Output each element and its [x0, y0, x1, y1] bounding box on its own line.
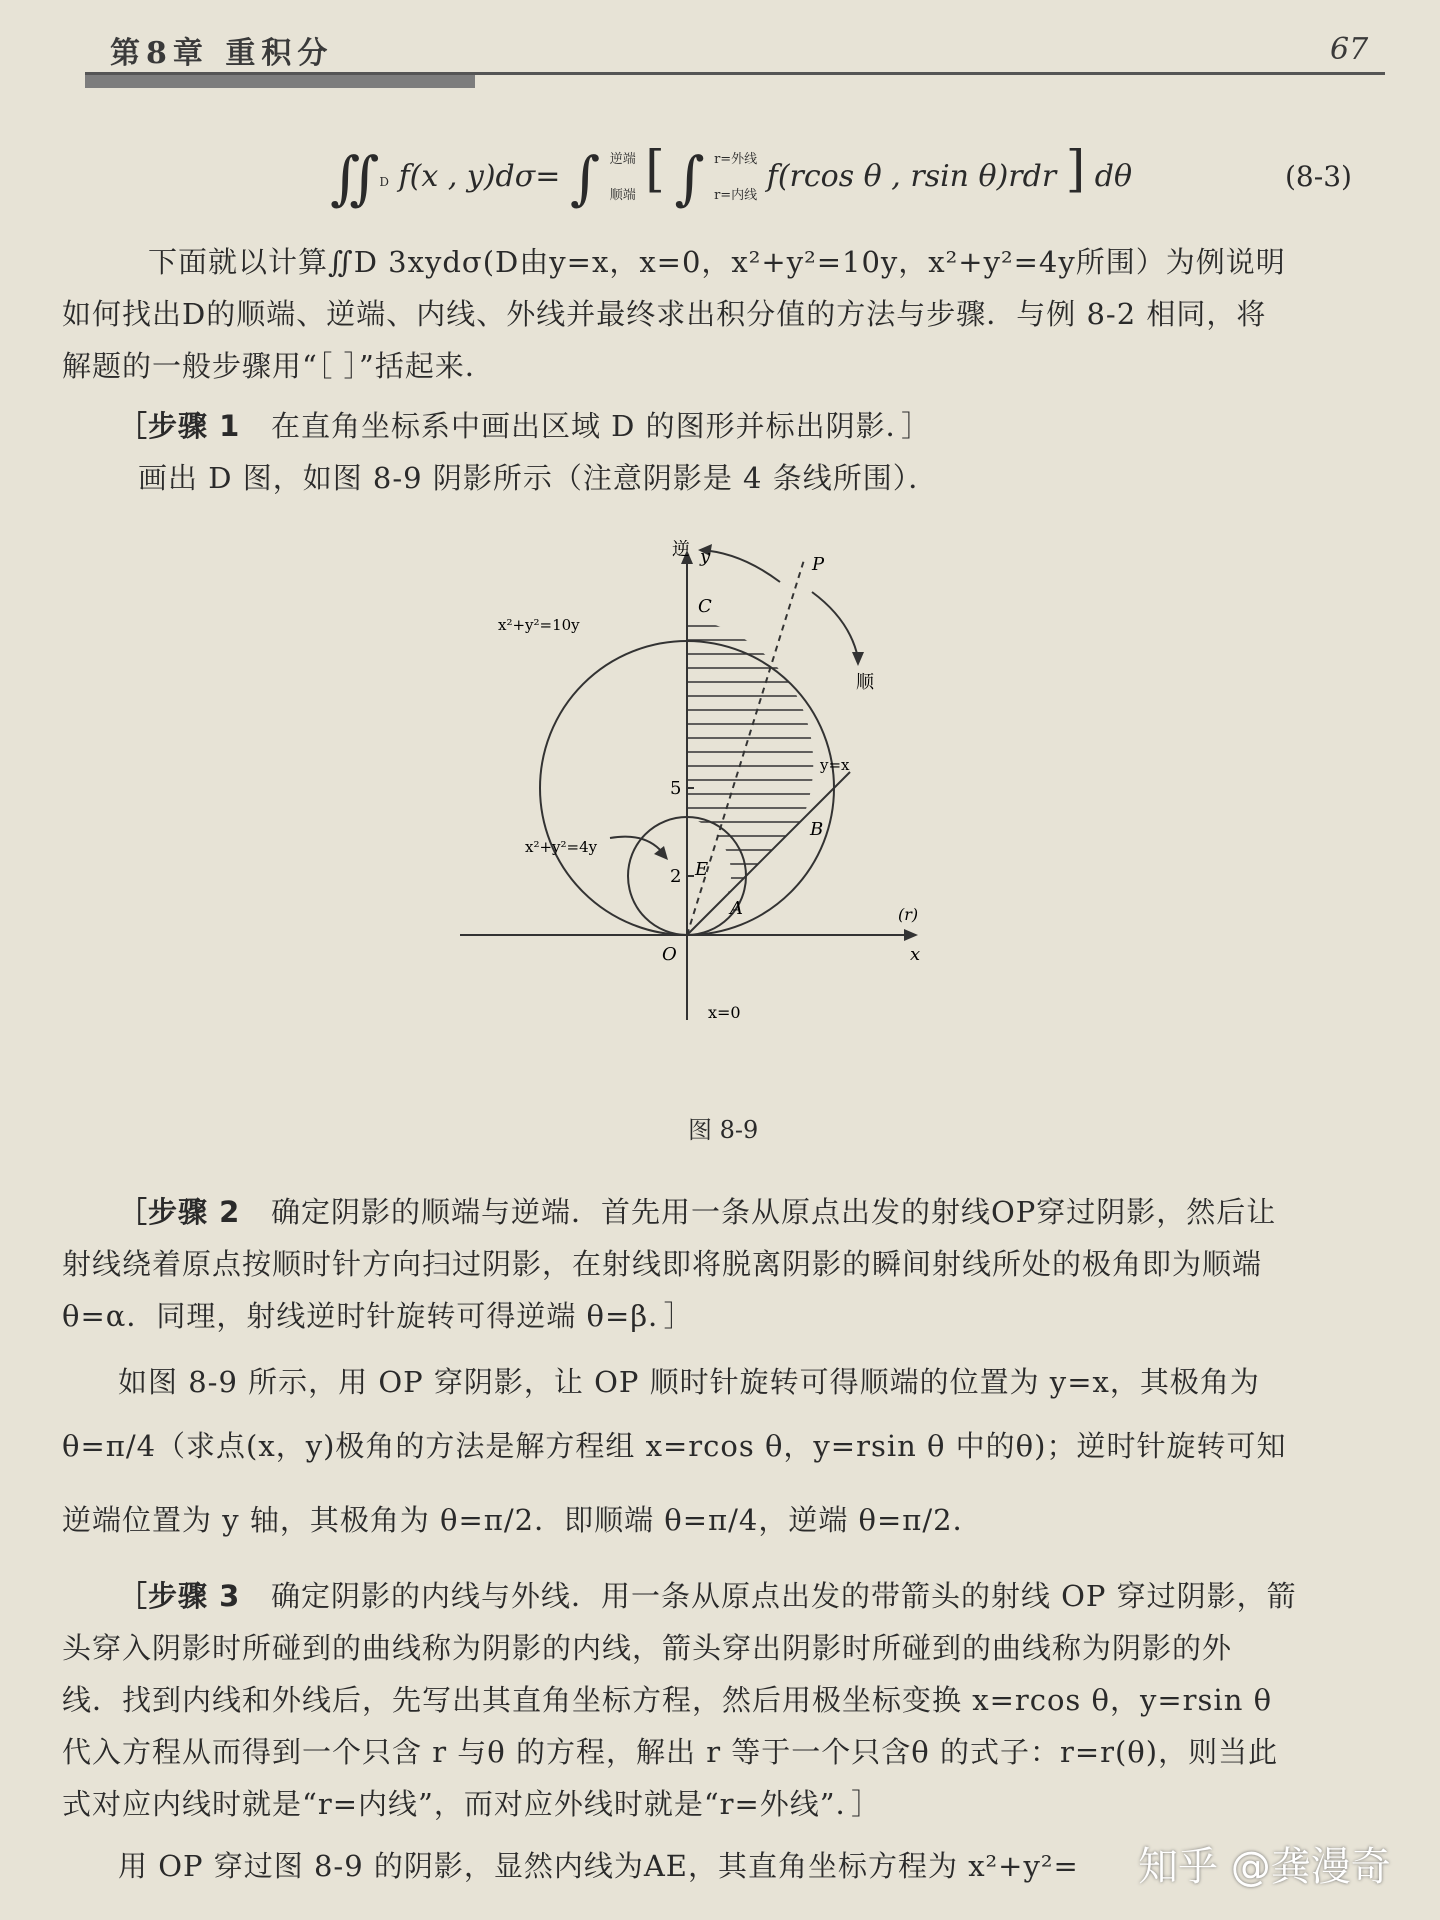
page-number: 67 — [1330, 32, 1369, 67]
step3-line-2: 头穿入阴影时所碰到的曲线称为阴影的内线，箭头穿出阴影时所碰到的曲线称为阴影的外 — [62, 1631, 1233, 1665]
label-x0: x=0 — [708, 1003, 741, 1022]
counterclockwise-arrow — [700, 550, 780, 582]
label-line-yx: y=x — [820, 756, 850, 774]
inner-upper-limit: r=外线 — [714, 152, 758, 167]
step3-line-4: 代入方程从而得到一个只含 r 与θ 的方程，解出 r 等于一个只含θ 的式子：r=r(θ)，则当此 — [62, 1735, 1279, 1769]
label-small-circle: x²+y²=4y — [525, 838, 598, 856]
step2-line-3: θ=α．同理，射线逆时针旋转可得逆端 θ=β．］ — [62, 1299, 694, 1333]
step2-line-1 — [118, 1186, 1276, 1238]
intro-line-3: 解题的一般步骤用“［ ］”括起来． — [62, 349, 495, 383]
label-A: A — [730, 898, 743, 919]
step3-line-5: 式对应内线时就是“r=内线”，而对应外线时就是“r=外线”．］ — [62, 1787, 882, 1821]
region-subscript: D — [379, 175, 390, 189]
label-shun: 顺 — [856, 672, 874, 693]
header-rule — [85, 72, 1385, 75]
x-axis-arrow-icon — [904, 929, 918, 941]
formula-rhs: dθ — [1094, 159, 1133, 194]
label-E: E — [695, 859, 709, 880]
pointer-arrow-icon — [654, 846, 668, 860]
outer-lower-limit: 顺端 — [609, 188, 636, 203]
chapter-title: 第8章 重积分 — [110, 36, 334, 71]
clockwise-arrow — [812, 592, 858, 658]
step1-line-1 — [118, 400, 931, 452]
formula-integrand: f(rcos θ , rsin θ)rdr — [766, 159, 1057, 194]
outer-integral-sign: ∫ — [569, 144, 601, 212]
step2-line-2: 射线绕着原点按顺时针方向扫过阴影，在射线即将脱离阴影的瞬间射线所处的极角即为顺端 — [62, 1247, 1263, 1281]
double-integral-sign: ∬ — [330, 144, 380, 212]
label-B: B — [810, 819, 824, 840]
inner-integral-sign: ∫ — [674, 144, 705, 212]
para-line-3: 逆端位置为 y 轴，其极角为 θ=π/2．即顺端 θ=π/4，逆端 θ=π/2． — [62, 1503, 983, 1537]
formula-8-3: ∬D f(x , y)dσ= ∫ 逆端 顺端 [ ∫ r=外线 r=内线 f(rcos θ , rsin θ)rdr ] dθ — [330, 140, 1133, 212]
label-ni: 逆 — [672, 540, 690, 560]
para-line-1: 如图 8-9 所示，用 OP 穿阴影，让 OP 顺时针旋转可得顺端的位置为 y=x，其极角为 — [118, 1365, 1260, 1399]
label-origin: O — [662, 944, 677, 965]
inner-lower-limit: r=内线 — [714, 188, 758, 203]
step2-label: ［步骤 2 — [118, 1195, 241, 1229]
label-y-axis: y — [700, 546, 711, 567]
last-line: 用 OP 穿过图 8-9 的阴影，显然内线为AE，其直角坐标方程为 x²+y²= — [118, 1849, 1079, 1883]
step1-label: ［步骤 1 — [118, 409, 241, 443]
watermark: 知乎 @龚漫奇 — [1138, 1844, 1391, 1890]
small-circle-pointer — [610, 837, 662, 852]
tick-label-5: 5 — [670, 778, 682, 799]
intro-line-2: 如何找出D的顺端、逆端、内线、外线并最终求出积分值的方法与步骤．与例 8-2 相同，将 — [62, 297, 1267, 331]
intro-line-1: 下面就以计算∬D 3xydσ(D由y=x，x=0，x²+y²=10y，x²+y²=4y所围）为例说明 — [148, 245, 1286, 279]
step3-line-3: 线．找到内线和外线后，先写出其直角坐标方程，然后用极坐标变换 x=rcos θ，y=rsin θ — [62, 1683, 1273, 1717]
tick-label-2: 2 — [670, 866, 682, 887]
step3-label: ［步骤 3 — [118, 1579, 241, 1613]
label-x-axis: x — [910, 944, 921, 965]
label-r: (r) — [898, 905, 919, 924]
label-C: C — [698, 596, 712, 617]
label-big-circle: x²+y²=10y — [498, 616, 580, 634]
step2-text: 确定阴影的顺端与逆端．首先用一条从原点出发的射线OP穿过阴影，然后让 — [270, 1195, 1277, 1229]
figure-caption: 图 8-9 — [688, 1116, 759, 1144]
step1-line-2: 画出 D 图，如图 8-9 阴影所示（注意阴影是 4 条线所围）． — [138, 461, 939, 495]
step1-text: 在直角坐标系中画出区域 D 的图形并标出阴影．］ — [270, 409, 932, 443]
figure-8-9 — [440, 540, 960, 1100]
step3-text: 确定阴影的内线与外线．用一条从原点出发的带箭头的射线 OP 穿过阴影，箭 — [270, 1579, 1297, 1613]
label-P: P — [812, 554, 825, 575]
shun-arrow-icon — [852, 652, 864, 666]
step3-line-1 — [118, 1570, 1297, 1622]
outer-upper-limit: 逆端 — [609, 152, 636, 167]
equation-number: (8-3) — [1285, 160, 1352, 193]
para-line-2: θ=π/4（求点(x，y)极角的方法是解方程组 x=rcos θ，y=rsin θ 中的θ)；逆时针旋转可知 — [62, 1429, 1287, 1463]
formula-lhs: f(x , y)dσ= — [398, 159, 561, 194]
